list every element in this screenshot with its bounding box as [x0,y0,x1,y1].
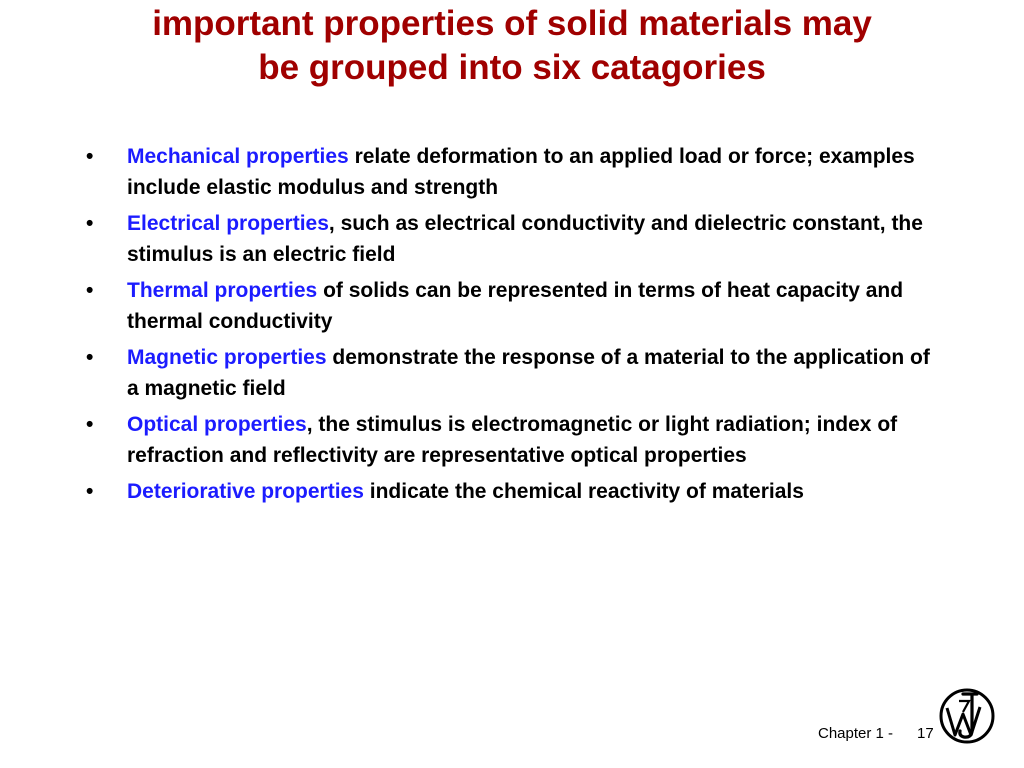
bullet-item-thermal [86,275,946,337]
bullet-icon: • [86,279,94,302]
bullet-text: indicate the chemical reactivity of materials [363,480,804,503]
bullet-term: Mechanical properties [127,145,349,168]
bullet-term: Magnetic properties [127,346,327,369]
bullet-item-electrical [86,208,946,270]
bullet-text: demonstrate the response of a material to the application of a magnetic field [127,346,930,400]
bullet-item-optical [86,409,946,471]
bullet-icon: • [86,413,94,436]
bullet-term: Optical properties [127,413,307,436]
bullet-text: of solids can be represented in terms of heat capacity and thermal conductivity [127,279,904,333]
bullet-list [86,141,946,512]
bullet-item-mechanical [86,141,946,203]
slide-title [40,2,984,90]
page-number: 17 [917,725,934,742]
title-line-2: be grouped into six catagories [258,48,766,87]
bullet-term: Deteriorative properties [127,480,364,503]
chapter-label: Chapter 1 - [818,725,894,742]
bullet-term: Electrical properties [127,212,329,235]
bullet-icon: • [86,212,94,235]
wiley-logo-icon [938,686,996,746]
bullet-icon: • [86,346,94,369]
bullet-icon: • [86,145,94,168]
title-line-1: important properties of solid materials may [152,4,872,43]
bullet-item-deteriorative [86,476,946,507]
bullet-item-magnetic [86,342,946,404]
bullet-term: Thermal properties [127,279,318,302]
bullet-icon: • [86,480,94,503]
bullet-text: , such as electrical conductivity and dielectric constant, the stimulus is an electric field [127,212,923,266]
bullet-text: relate deformation to an applied load or force; examples include elastic modulus and strength [127,145,915,199]
bullet-text: , the stimulus is electromagnetic or light radiation; index of refraction and reflectivity are representative optical properties [127,413,898,467]
